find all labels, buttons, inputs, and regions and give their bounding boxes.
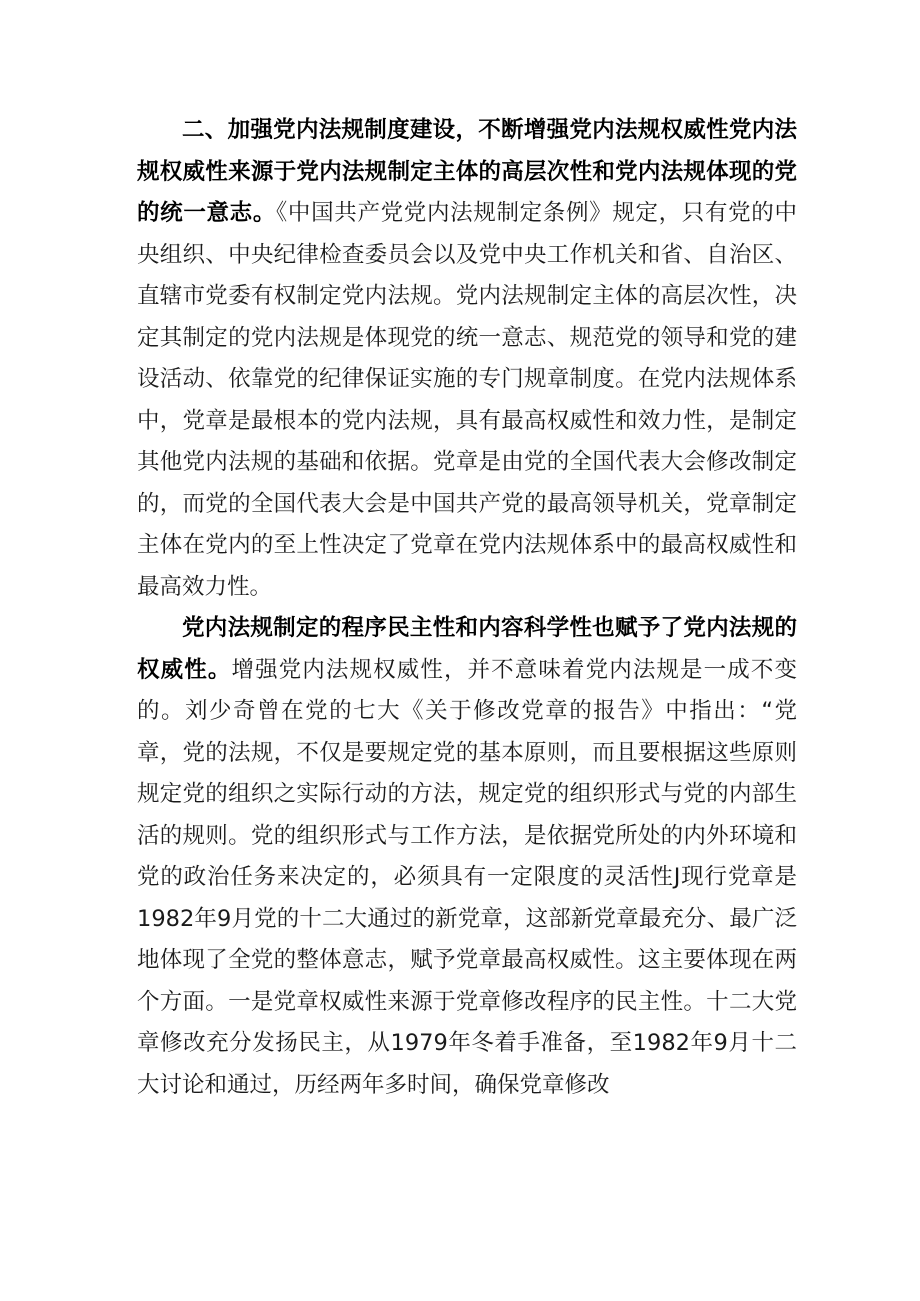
paragraph-2-body-text: 增强党内法规权威性，并不意味着党内法规是一成不变的。刘少奇曾在党的七大《关于修改党章的报告》中指出：“党章，党的法规，不仅是要规定党的基本原则，而且要根据这些原则规定党的组织之实际行动的方法，规定党的组织形式与党的内部生活的规则。党的组织形式与工作方法，是依据党所处的内外环境和党的政治任务来决定的，必须具有一定限度的灵活性J现行党章是1982年9月党的十二大通过的新党章，这部新党章最充分、最广泛地体现了全党的整体意志，赋予党章最高权威性。这主要体现在两个方面。一是党章权威性来源于党章修改程序的民主性。十二大党章修改充分发扬民主，从1979年冬着手准备，至1982年9月十二大讨论和通过，历经两年多时间，确保党章修改	[137, 656, 797, 1098]
paragraph-1-body-text: 《中国共产党党内法规制定条例》规定，只有党的中央组织、中央纪律检查委员会以及党中央工作机关和省、自治区、直辖市党委有权制定党内法规。党内法规制定主体的高层次性，决定其制定的党内法规是体现党的统一意志、规范党的领导和党的建设活动、依靠党的纪律保证实施的专门规章制度。在党内法规体系中，党章是最根本的党内法规，具有最高权威性和效力性，是制定其他党内法规的基础和依据。党章是由党的全国代表大会修改制定的，而党的全国代表大会是中国共产党的最高领导机关，党章制定主体在党内的至上性决定了党章在党内法规体系中的最高权威性和最高效力性。	[137, 200, 797, 600]
paragraph-1	[137, 110, 797, 608]
document-body	[137, 110, 797, 1106]
paragraph-1-lead-sentence: 二、加强党内法规制度建设，不断增强党内法规权威性党内法规权威性来源于党内法规制定主体的高层次性和党内法规体现的党的统一意志。	[137, 117, 797, 226]
paragraph-2	[137, 608, 797, 1106]
paragraph-2-lead-sentence: 党内法规制定的程序民主性和内容科学性也赋予了党内法规的权威性。	[137, 615, 797, 683]
